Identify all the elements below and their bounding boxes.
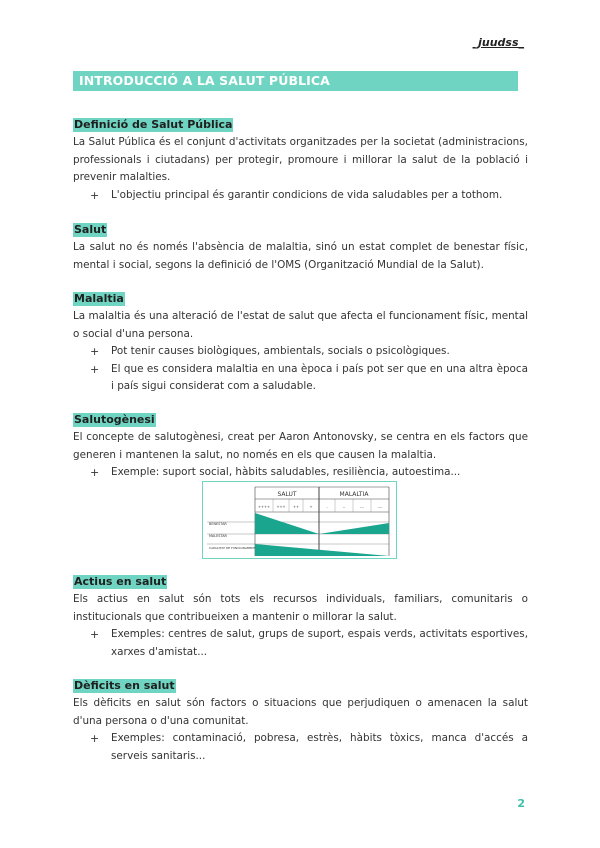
scale-tick: -	[326, 505, 328, 509]
scale-tick: ----	[377, 505, 383, 509]
row-label: CAPACITAT DE FUNCIONAMENT	[209, 546, 256, 550]
section-text: La Salut Pública és el conjunt d'activitats organitzades per la societat (administracions, professionals i ciutadans) per protegir, promoure i millorar la salut de la població i prevenir malalties.	[73, 136, 528, 184]
section-text: La salut no és només l'absència de malaltia, sinó un estat complet de benestar físic, mental i social, segons la definició de l'OMS (Organització Mundial de la Salut).	[73, 241, 528, 271]
scale-tick: ++++	[257, 505, 271, 509]
plus-icon: +	[90, 628, 100, 642]
list-item	[73, 187, 528, 205]
scale-tick: +++	[276, 505, 286, 509]
scale-tick: ++	[292, 505, 300, 509]
section-salut	[73, 218, 528, 274]
section-definicio	[73, 113, 528, 204]
col-salut-label: SALUT	[277, 491, 297, 498]
bullet-text: El que es considera malaltia en una època i país pot ser que en una altra època i país sigui considerat com a saludable.	[111, 362, 528, 393]
bullet-text: Exemple: suport social, hàbits saludables, resiliència, autoestima...	[111, 466, 461, 479]
section-malaltia	[73, 287, 528, 396]
plus-icon: +	[90, 466, 100, 480]
section-heading: Actius en salut	[74, 575, 167, 588]
plus-icon: +	[90, 732, 100, 746]
scale-tick: +	[309, 505, 313, 509]
section-salutogenesi	[73, 408, 528, 482]
section-heading: Salut	[74, 223, 107, 236]
section-deficits	[73, 674, 528, 765]
section-text: Els actius en salut són tots els recursos individuals, familiars, comunitaris o institucionals que contribueixen a mantenir o millorar la salut.	[73, 593, 528, 623]
page-title: INTRODUCCIÓ A LA SALUT PÚBLICA	[73, 71, 518, 91]
scale-tick: ---	[360, 505, 364, 509]
col-malaltia-label: MALALTIA	[339, 491, 369, 498]
list-item	[73, 343, 528, 361]
salut-malaltia-diagram	[202, 481, 397, 559]
author-signature: _juudss_	[472, 36, 524, 49]
section-text: Els dèficits en salut són factors o situacions que perjudiquen o amenacen la salut d'una persona o d'una comunitat.	[73, 697, 528, 727]
list-item	[73, 626, 528, 661]
bullet-text: Pot tenir causes biològiques, ambientals, socials o psicològiques.	[111, 345, 450, 358]
section-heading: Dèficits en salut	[74, 679, 175, 692]
list-item	[73, 464, 528, 482]
row-label: BENESTAR	[209, 522, 227, 526]
section-heading: Malaltia	[74, 292, 124, 305]
list-item	[73, 730, 528, 765]
diagram-svg	[203, 482, 395, 557]
bullet-text: Exemples: centres de salut, grups de suport, espais verds, activitats esportives, xarxes d'amistat...	[111, 628, 528, 658]
section-text: La malaltia és una alteració de l'estat de salut que afecta el funcionament físic, mental o social d'una persona.	[73, 310, 528, 340]
page-number: 2	[517, 797, 525, 810]
section-text: El concepte de salutogènesi, creat per Aaron Antonovsky, se centra en els factors que generen i mantenen la salut, no només en els que causen la malaltia.	[73, 431, 528, 461]
plus-icon: +	[90, 188, 100, 202]
section-actius	[73, 570, 528, 661]
plus-icon: +	[90, 345, 100, 359]
section-heading: Salutogènesi	[74, 413, 155, 426]
bullet-text: L'objectiu principal és garantir condicions de vida saludables per a tothom.	[111, 188, 503, 201]
plus-icon: +	[90, 362, 100, 376]
scale-tick: --	[342, 505, 346, 509]
bullet-text: Exemples: contaminació, pobresa, estrès, hàbits tòxics, manca d'accés a serveis sanitaris...	[111, 732, 528, 762]
row-label: MALESTAR	[209, 534, 227, 538]
list-item	[73, 361, 528, 396]
section-heading: Definició de Salut Pública	[74, 118, 233, 131]
